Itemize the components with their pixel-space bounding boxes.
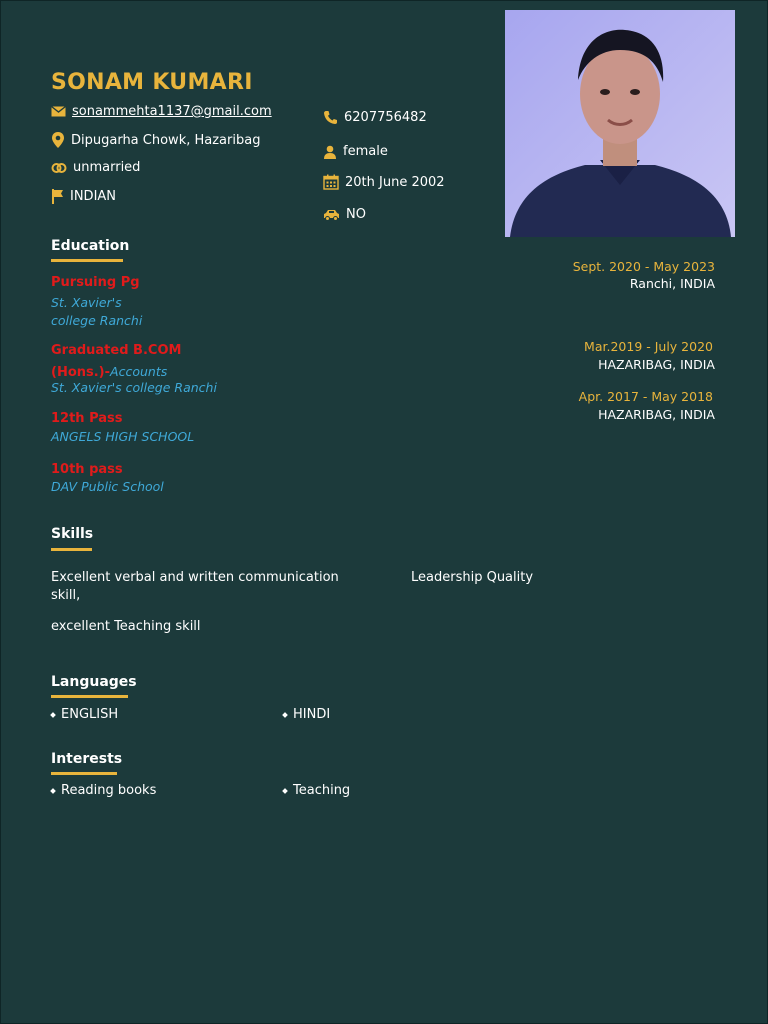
nationality-text: INDIAN <box>70 189 117 204</box>
profile-photo <box>505 10 735 237</box>
edu-degree-10th: 10th pass <box>51 462 123 477</box>
edu-school-10th: DAV Public School <box>51 479 164 494</box>
interests-underline <box>51 772 117 775</box>
bullet-icon <box>282 788 288 794</box>
edu-degree-bcom-line1: Graduated B.COM <box>51 343 182 358</box>
languages-underline <box>51 695 128 698</box>
edu-school-pg-line2: college Ranchi <box>51 313 143 328</box>
edu-date-12th: Apr. 2017 - May 2018 <box>578 389 713 404</box>
bullet-icon <box>282 712 288 718</box>
education-title: Education <box>51 238 130 254</box>
vehicle-text: NO <box>346 207 366 222</box>
edu-date-pg: Sept. 2020 - May 2023 <box>572 259 715 274</box>
edu-school-12th: ANGELS HIGH SCHOOL <box>51 429 195 444</box>
skill-leadership: Leadership Quality <box>411 570 534 585</box>
candidate-name: SONAM KUMARI <box>51 70 253 95</box>
person-icon <box>323 145 337 159</box>
edu-degree-bcom-subject: Accounts <box>110 364 168 379</box>
interest-item: Teaching <box>283 783 350 798</box>
language-item: HINDI <box>283 707 330 722</box>
dob-text: 20th June 2002 <box>345 174 445 190</box>
nationality-row <box>51 189 116 204</box>
edu-place-pg: Ranchi, INDIA <box>629 276 715 291</box>
marital-status-text: unmarried <box>73 160 141 175</box>
rings-icon <box>51 162 67 174</box>
edu-degree-bcom-hons: (Hons.)- <box>51 365 111 380</box>
phone-text: 6207756482 <box>344 110 427 125</box>
edu-degree-bcom-line2 <box>51 361 167 380</box>
dob-row <box>323 174 445 190</box>
education-underline <box>51 259 123 262</box>
address-row <box>51 132 260 148</box>
address-text: Dipugarha Chowk, Hazaribag <box>71 132 261 148</box>
location-pin-icon <box>51 132 65 148</box>
envelope-icon <box>51 106 66 117</box>
skills-underline <box>51 548 92 551</box>
edu-place-12th: HAZARIBAG, INDIA <box>598 407 715 422</box>
language-item: ENGLISH <box>51 707 118 722</box>
edu-school-pg-line1: St. Xavier's <box>51 295 122 310</box>
email-link[interactable]: sonammehta1137@gmail.com <box>72 104 272 119</box>
skills-title: Skills <box>51 526 94 542</box>
skill-communication-line2: skill, <box>51 588 81 603</box>
bullet-icon <box>50 712 56 718</box>
phone-row <box>323 110 427 125</box>
edu-degree-12th: 12th Pass <box>51 411 123 426</box>
skill-communication-line1: Excellent verbal and written communication <box>51 570 339 585</box>
gender-row <box>323 144 388 159</box>
edu-school-bcom: St. Xavier's college Ranchi <box>51 380 217 395</box>
interest-item: Reading books <box>51 783 156 798</box>
phone-icon <box>323 110 338 125</box>
languages-title: Languages <box>51 674 137 690</box>
email-row <box>51 104 272 119</box>
flag-icon <box>51 189 64 204</box>
edu-degree-pg: Pursuing Pg <box>51 275 140 290</box>
bullet-icon <box>50 788 56 794</box>
car-icon <box>323 209 340 221</box>
edu-date-bcom: Mar.2019 - July 2020 <box>584 339 713 354</box>
interests-title: Interests <box>51 751 123 767</box>
skill-teaching: excellent Teaching skill <box>51 619 201 634</box>
marital-row <box>51 160 140 175</box>
calendar-icon <box>323 174 339 190</box>
edu-place-bcom: HAZARIBAG, INDIA <box>598 357 715 372</box>
vehicle-row <box>323 207 366 222</box>
gender-text: female <box>343 144 388 159</box>
